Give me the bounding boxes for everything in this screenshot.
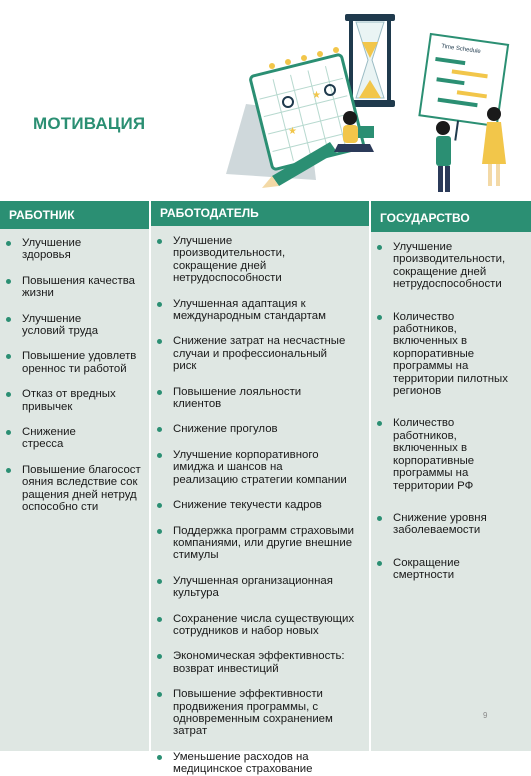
page-number: 9 [483,711,488,720]
column-body-state [371,232,531,751]
list-item: Количество работников, включенных в корпоративные программы на территории пилотных регионов [371,311,531,398]
page-title: МОТИВАЦИЯ [33,114,146,133]
list-item: Улучшение здоровья [0,237,149,262]
list-item: Уменьшение расходов на медицинское страхование [151,751,369,776]
list-item: Отказ от вредных привычек [0,388,149,413]
worker-list [0,237,149,514]
list-item: Повышение лояльности клиентов [151,386,369,411]
state-list [371,241,531,582]
list-item: Повышение эффективности продвижения программы, с одновременным сохранением затрат [151,688,369,738]
list-item: Улучшение производительности, сокращение дней нетрудоспособности [371,241,531,291]
svg-text:★: ★ [288,126,297,137]
list-item: Количество работников, включенных в корпоративные программы на территории РФ [371,417,531,491]
column-body-employer [151,226,369,776]
list-item: Повышение благосостояния вследствие сокращения дней нетрудоспособно сти [0,464,149,514]
list-item: Улучшенная адаптация к международным стандартам [151,298,369,323]
column-header-state: ГОСУДАРСТВО [371,201,531,232]
employer-list [151,235,369,776]
list-item: Поддержка программ страховыми компаниями, или другие внешние стимулы [151,525,369,562]
list-item: Улучшение производительности, сокращение дней нетрудоспособности [151,235,369,285]
list-item: Снижение затрат на несчастные случаи и профессиональный риск [151,335,369,372]
column-header-worker: РАБОТНИК [0,201,149,229]
motivation-illustration [210,6,526,196]
list-item: Снижение текучести кадров [151,499,369,511]
hourglass-icon [345,14,395,107]
list-item: Снижение прогулов [151,423,369,435]
list-item: Сокращение смертности [371,557,531,582]
list-item: Улучшенная организационная культура [151,575,369,600]
column-body-worker [0,229,149,751]
calendar-icon [226,47,364,180]
list-item: Улучшение условий труда [0,313,149,338]
list-item: Снижение уровня заболеваемости [371,512,531,537]
list-item: Повышения качества жизни [0,275,149,300]
list-item: Улучшение корпоративного имиджа и шансов на реализацию стратегии компании [151,449,369,486]
board-label: Time Schedule [440,43,482,56]
list-item: Повышение удовлетвореннос ти работой [0,350,149,375]
column-header-employer: РАБОТОДАТЕЛЬ [151,201,369,226]
list-item: Снижение стресса [0,426,149,451]
list-item: Сохранение числа существующих сотрудников и набор новых [151,613,369,638]
svg-text:★: ★ [312,90,321,101]
standing-man-icon [436,121,451,192]
list-item: Экономическая эффективность: возврат инвестиций [151,650,369,675]
